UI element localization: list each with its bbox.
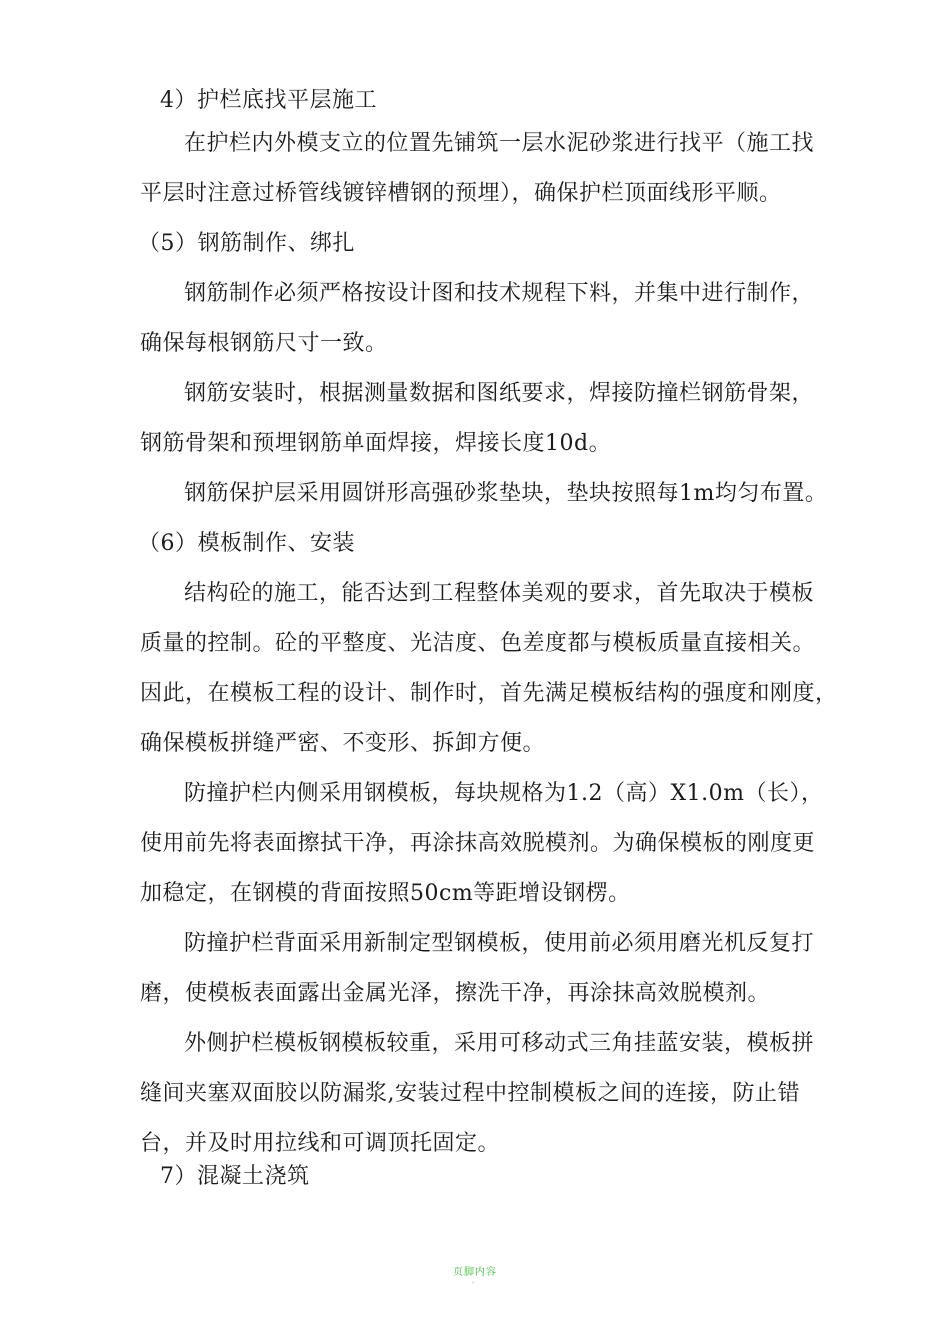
paragraph-line: 加稳定，在钢模的背面按照50cm等距增设钢楞。 (140, 881, 631, 906)
paragraph-line: 因此，在模板工程的设计、制作时，首先满足模板结构的强度和刚度， (140, 681, 838, 706)
paragraph-line: 钢筋制作必须严格按设计图和技术规程下料，并集中进行制作， (184, 281, 815, 306)
paragraph-line: 防撞护栏内侧采用钢模板，每块规格为1.2（高）X1.0m（长）， (184, 781, 824, 806)
page-footer: 页脚内容 (453, 1267, 497, 1278)
paragraph-line: 确保模板拼缝严密、不变形、拆卸方便。 (140, 731, 546, 756)
paragraph-line: 缝间夹塞双面胶以防漏浆,安装过程中控制模板之间的连接，防止错 (140, 1081, 800, 1106)
paragraph-line: 钢筋安装时，根据测量数据和图纸要求，焊接防撞栏钢筋骨架， (184, 381, 815, 406)
paragraph-line: 防撞护栏背面采用新制定型钢模板，使用前必须用磨光机反复打 (184, 931, 815, 956)
footer-mark: 。 (471, 1278, 478, 1285)
paragraph-line: 平层时注意过桥管线镀锌槽钢的预埋），确保护栏顶面线形平顺。 (140, 181, 782, 206)
section-heading-5: （5）钢筋制作、绑扎 (138, 231, 355, 256)
paragraph-line: 结构砼的施工，能否达到工程整体美观的要求，首先取决于模板 (184, 581, 815, 606)
paragraph-line: 在护栏内外模支立的位置先铺筑一层水泥砂浆进行找平（施工找 (184, 131, 815, 156)
paragraph-line: 台，并及时用拉线和可调顶托固定。 (140, 1131, 501, 1156)
paragraph-line: 钢筋骨架和预埋钢筋单面焊接，焊接长度10d。 (140, 431, 612, 456)
section-heading-7: 7）混凝土浇筑 (160, 1164, 310, 1189)
paragraph-line: 确保每根钢筋尺寸一致。 (140, 331, 388, 356)
paragraph-line: 使用前先将表面擦拭干净，再涂抹高效脱模剂。为确保模板的刚度更 (140, 831, 816, 856)
paragraph-line: 外侧护栏模板钢模板较重，采用可移动式三角挂蓝安装，模板拼 (184, 1031, 815, 1056)
section-heading-6: （6）模板制作、安装 (138, 531, 355, 556)
section-heading-4: 4）护栏底找平层施工 (160, 88, 377, 113)
paragraph-line: 磨，使模板表面露出金属光泽，擦洗干净，再涂抹高效脱模剂。 (140, 981, 771, 1006)
paragraph-line: 钢筋保护层采用圆饼形高强砂浆垫块，垫块按照每1m均匀布置。 (184, 481, 828, 506)
paragraph-line: 质量的控制。砼的平整度、光洁度、色差度都与模板质量直接相关。 (140, 631, 816, 656)
